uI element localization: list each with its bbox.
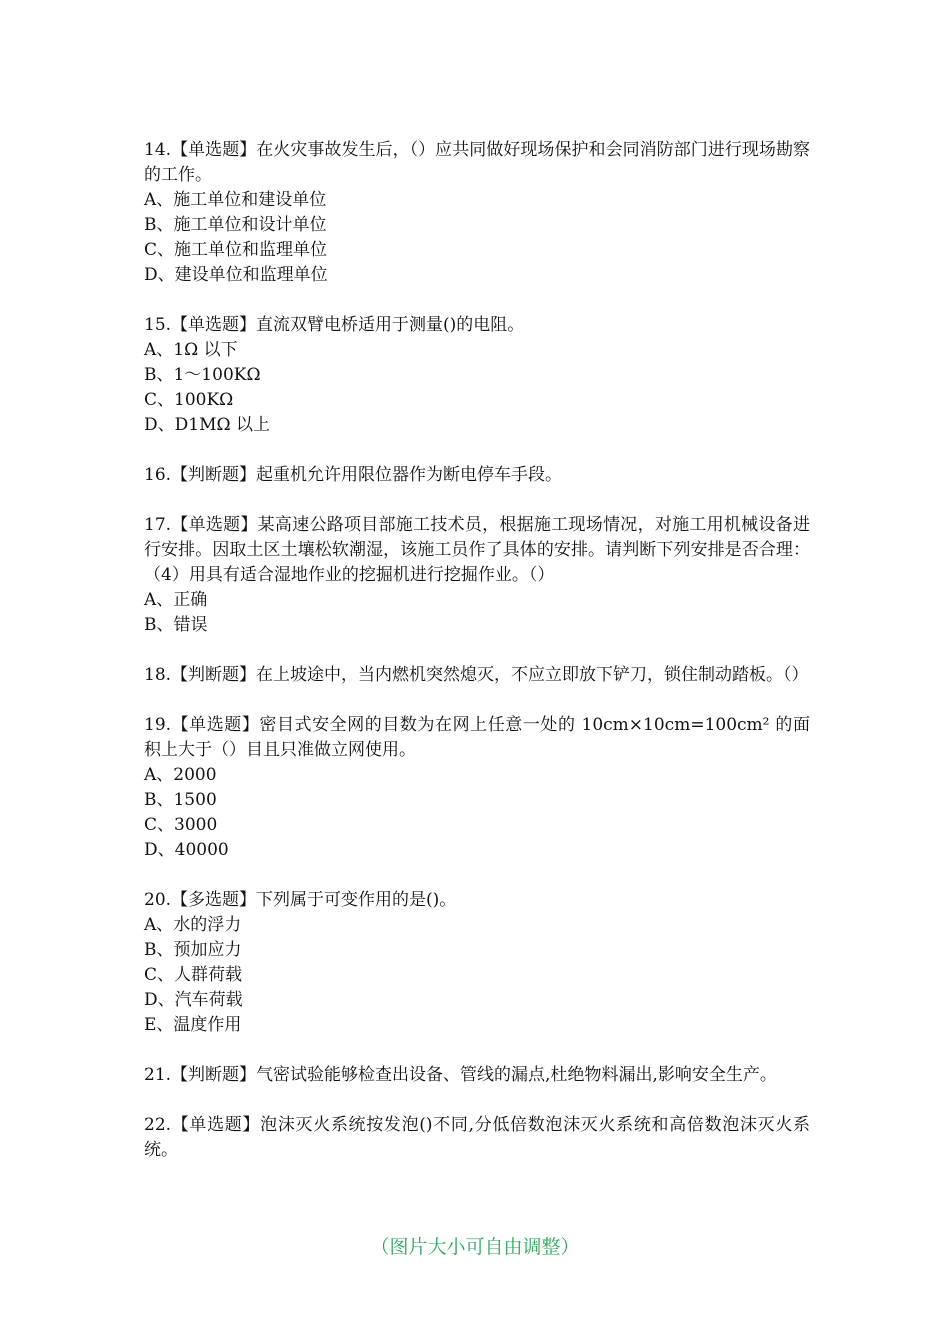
option-a: A、1Ω 以下 xyxy=(144,340,238,360)
question-stem: 18.【判断题】在上坡途中，当内燃机突然熄灭，不应立即放下铲刀，锁住制动踏板。（） xyxy=(144,665,809,685)
option-b: B、施工单位和设计单位 xyxy=(144,215,327,235)
question-19 xyxy=(144,713,810,863)
option-d: D、40000 xyxy=(144,840,229,860)
question-20 xyxy=(144,888,810,1038)
question-17 xyxy=(144,513,810,638)
question-stem: 22.【单选题】泡沫灭火系统按发泡()不同,分低倍数泡沫灭火系统和高倍数泡沫灭火系统。 xyxy=(144,1115,810,1160)
question-stem: 21.【判断题】气密试验能够检查出设备、管线的漏点,杜绝物料漏出,影响安全生产。 xyxy=(144,1065,777,1085)
question-22 xyxy=(144,1113,810,1163)
option-b: B、1500 xyxy=(144,790,217,810)
option-a: A、2000 xyxy=(144,765,217,785)
option-c: C、100KΩ xyxy=(144,390,234,410)
option-b: B、预加应力 xyxy=(144,940,242,960)
question-list xyxy=(144,138,810,1188)
option-c: C、人群荷载 xyxy=(144,965,243,985)
question-stem: 14.【单选题】在火灾事故发生后，（）应共同做好现场保护和会同消防部门进行现场勘察的工作。 xyxy=(144,140,810,185)
question-14 xyxy=(144,138,810,288)
question-16 xyxy=(144,463,810,488)
option-c: C、3000 xyxy=(144,815,218,835)
option-a: A、水的浮力 xyxy=(144,915,242,935)
option-a: A、正确 xyxy=(144,590,208,610)
option-b: B、错误 xyxy=(144,615,208,635)
option-a: A、施工单位和建设单位 xyxy=(144,190,327,210)
option-c: C、施工单位和监理单位 xyxy=(144,240,328,260)
question-stem: 17.【单选题】某高速公路项目部施工技术员，根据施工现场情况，对施工用机械设备进行安排。因取土区土壤松软潮湿，该施工员作了具体的安排。请判断下列安排是否合理：（4）用具有适合湿地作业的挖掘机进行挖掘作业。（） xyxy=(144,515,810,585)
question-18 xyxy=(144,663,810,688)
option-b: B、1～100KΩ xyxy=(144,365,261,385)
option-d: D、建设单位和监理单位 xyxy=(144,265,328,285)
option-d: D、汽车荷载 xyxy=(144,990,243,1010)
question-stem: 16.【判断题】起重机允许用限位器作为断电停车手段。 xyxy=(144,465,563,485)
image-resize-note: （图片大小可自由调整） xyxy=(370,1236,580,1258)
question-stem: 15.【单选题】直流双臂电桥适用于测量()的电阻。 xyxy=(144,315,525,335)
question-21 xyxy=(144,1063,810,1088)
question-stem: 19.【单选题】密目式安全网的目数为在网上任意一处的 10cm×10cm=100cm² 的面积上大于（）目且只准做立网使用。 xyxy=(144,715,810,760)
option-d: D、D1MΩ 以上 xyxy=(144,415,270,435)
question-15 xyxy=(144,313,810,438)
question-stem: 20.【多选题】下列属于可变作用的是()。 xyxy=(144,890,457,910)
option-e: E、温度作用 xyxy=(144,1015,242,1035)
